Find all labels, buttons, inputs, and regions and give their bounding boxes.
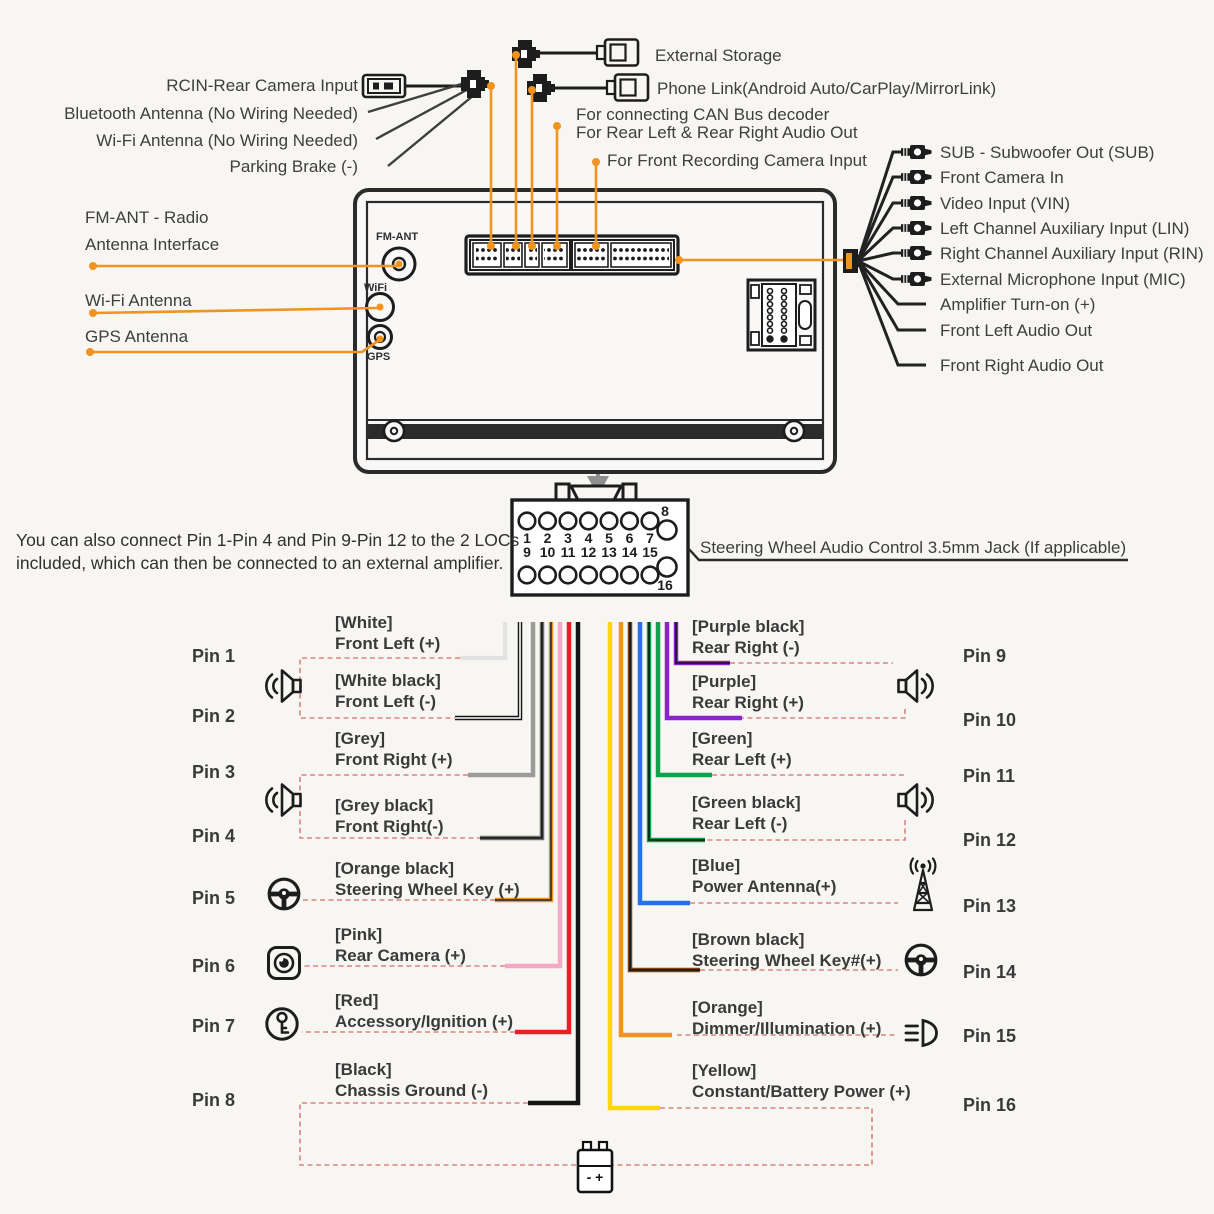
- wire-pin-2: [455, 622, 520, 718]
- pin-11-label: [692, 728, 792, 770]
- pin-6-color: [Pink]: [335, 925, 383, 944]
- pin-2-function: Front Left (-): [335, 692, 437, 711]
- pin-6-function: Rear Camera (+): [335, 946, 466, 965]
- pin-4-function: Front Right(-): [335, 817, 444, 836]
- antenna-icon: [911, 859, 936, 911]
- pin-tag-5: Pin 5: [192, 888, 236, 908]
- speaker-icon: [266, 785, 300, 816]
- pin-7-label: [335, 990, 513, 1032]
- output-lin: Left Channel Auxiliary Input (LIN): [940, 219, 1190, 238]
- steering-wheel-icon: [906, 945, 936, 975]
- pin-tag-1: Pin 1: [192, 646, 236, 666]
- rca-plug-icon: [901, 272, 932, 286]
- label-external-storage: External Storage: [655, 46, 782, 65]
- label-phone-link: Phone Link(Android Auto/CarPlay/MirrorLink): [657, 79, 997, 98]
- speaker-icon: [266, 671, 300, 702]
- pin-number-16: 16: [657, 577, 673, 593]
- pin-number-6: 6: [625, 530, 634, 546]
- label-bluetooth-antenna: Bluetooth Antenna (No Wiring Needed): [64, 104, 358, 123]
- usb-connector-icon: [597, 40, 638, 66]
- battery-ground-loop: [300, 1103, 578, 1165]
- pin-tag-11: Pin 11: [963, 766, 1016, 786]
- port-label-wifi: WiFi: [364, 282, 388, 294]
- pin-tag-2: Pin 2: [192, 706, 236, 726]
- rca-plug-icon: [901, 170, 932, 184]
- pin-2-label: [335, 670, 441, 712]
- pin-3-function: Front Right (+): [335, 750, 453, 769]
- wire-pin-3: [468, 622, 533, 775]
- pin-5-function: Steering Wheel Key (+): [335, 880, 520, 899]
- pin-12-label: [692, 792, 801, 834]
- usb-connector-icon: [607, 75, 648, 101]
- pin-number-11: 11: [560, 544, 576, 560]
- screw-icon: [384, 421, 404, 441]
- label-wifi-antenna-top: Wi-Fi Antenna (No Wiring Needed): [96, 131, 358, 150]
- rca-plug-icon: [901, 196, 932, 210]
- pin-tag-15: Pin 15: [963, 1026, 1017, 1046]
- output-front-right: Front Right Audio Out: [940, 356, 1104, 375]
- pin-10-label: [692, 671, 804, 713]
- pin-8-function: Chassis Ground (-): [335, 1081, 489, 1100]
- iso-socket: [748, 280, 815, 350]
- pin-15-color: [Orange]: [692, 998, 763, 1017]
- output-front-camera: Front Camera In: [940, 168, 1064, 187]
- output-amp-turn-on: Amplifier Turn-on (+): [940, 295, 1096, 314]
- pin-2-color: [White black]: [335, 671, 441, 690]
- pin-5-label: [335, 858, 520, 900]
- pin-number-3: 3: [564, 530, 572, 546]
- pin-13-label: [692, 855, 836, 897]
- pin-number-10: 10: [539, 544, 556, 560]
- camera-icon: [269, 948, 300, 979]
- pin-14-function: Steering Wheel Key#(+): [692, 951, 882, 970]
- pin-15-function: Dimmer/Illumination (+): [692, 1019, 882, 1038]
- pin-9-color: [Purple black]: [692, 617, 805, 636]
- port-label-fm: FM-ANT: [376, 231, 419, 243]
- pin-number-8: 8: [661, 503, 669, 519]
- wire-pin-1: [460, 622, 505, 658]
- pin-tag-12: Pin 12: [963, 830, 1017, 850]
- pin-9-function: Rear Right (-): [692, 638, 800, 657]
- rear-connector-strip: [466, 236, 678, 274]
- pin-number-7: 7: [646, 530, 654, 546]
- pin-number-2: 2: [543, 530, 552, 546]
- pin-14-color: [Brown black]: [692, 930, 805, 949]
- pin-7-function: Accessory/Ignition (+): [335, 1012, 514, 1031]
- battery-terminal-label: - +: [586, 1169, 604, 1185]
- pin-tag-7: Pin 7: [192, 1016, 236, 1036]
- pin-8-color: [Black]: [335, 1060, 392, 1079]
- pin-9-label: [692, 616, 804, 658]
- pin-11-color: [Green]: [692, 729, 753, 748]
- rca-plug-icon: [901, 145, 932, 159]
- port-label-gps: GPS: [367, 351, 391, 363]
- pin-13-color: [Blue]: [692, 856, 741, 875]
- pin-10-color: [Purple]: [692, 672, 757, 691]
- screw-icon: [784, 421, 804, 441]
- rca-fanout: [843, 145, 932, 365]
- pin-number-12: 12: [580, 544, 597, 560]
- pin-12-function: Rear Left (-): [692, 814, 788, 833]
- label-steering-jack: Steering Wheel Audio Control 3.5mm Jack (If applicable): [700, 538, 1127, 557]
- pin-8-label: [335, 1059, 488, 1101]
- label-gps-antenna: GPS Antenna: [85, 327, 189, 346]
- pin-tag-6: Pin 6: [192, 956, 236, 976]
- pin-number-15: 15: [642, 544, 658, 560]
- label-fm-radio-2: Antenna Interface: [85, 235, 220, 254]
- plug-icon: [461, 70, 489, 98]
- rca-plug-icon: [901, 221, 932, 235]
- pin-16-color: [Yellow]: [692, 1061, 757, 1080]
- pin-tag-13: Pin 13: [963, 896, 1017, 916]
- usb-female-icon: [363, 75, 405, 97]
- pin-number-14: 14: [621, 544, 638, 560]
- pin-tag-9: Pin 9: [963, 646, 1007, 666]
- pin-number-13: 13: [601, 544, 617, 560]
- pin-tag-10: Pin 10: [963, 710, 1017, 730]
- label-parking-brake: Parking Brake (-): [229, 157, 358, 176]
- pin-number-4: 4: [584, 530, 593, 546]
- pin-10-function: Rear Right (+): [692, 693, 804, 712]
- pin-tag-8: Pin 8: [192, 1090, 236, 1110]
- pin-12-color: [Green black]: [692, 793, 801, 812]
- pin-number-5: 5: [605, 530, 613, 546]
- pin-6-label: [335, 924, 466, 966]
- loc-note: [16, 529, 519, 575]
- label-rear-audio: For Rear Left & Rear Right Audio Out: [576, 123, 858, 142]
- pin-16-function: Constant/Battery Power (+): [692, 1082, 911, 1101]
- pin-14-label: [692, 929, 881, 971]
- label-wifi-antenna: Wi-Fi Antenna: [85, 291, 192, 310]
- pin-7-color: [Red]: [335, 991, 379, 1010]
- pin-tag-16: Pin 16: [963, 1095, 1017, 1115]
- function-icons: [266, 662, 941, 1046]
- pin-number-1: 1: [523, 530, 531, 546]
- pin-4-label: [335, 795, 444, 837]
- output-sub: SUB - Subwoofer Out (SUB): [940, 143, 1155, 162]
- pin-3-label: [335, 728, 453, 770]
- pin-number-9: 9: [523, 544, 531, 560]
- label-front-recording: For Front Recording Camera Input: [607, 151, 867, 170]
- pin-16-label: [692, 1060, 911, 1102]
- pin-11-function: Rear Left (+): [692, 750, 792, 769]
- output-front-left: Front Left Audio Out: [940, 321, 1093, 340]
- pin-13-function: Power Antenna(+): [692, 877, 837, 896]
- pin-tag-4: Pin 4: [192, 826, 236, 846]
- pin-1-label: [335, 612, 440, 654]
- label-can-bus: For connecting CAN Bus decoder: [576, 105, 830, 124]
- pin-15-label: [692, 997, 881, 1039]
- label-rcin: RCIN-Rear Camera Input: [166, 76, 358, 95]
- pin-tag-3: Pin 3: [192, 762, 236, 782]
- steering-wheel-icon: [269, 879, 299, 909]
- pin-1-function: Front Left (+): [335, 634, 441, 653]
- battery-power-loop: [612, 1108, 872, 1165]
- label-fm-radio-1: FM-ANT - Radio: [85, 208, 209, 227]
- ignition-key-icon: [267, 1009, 297, 1039]
- top-cables: [363, 40, 648, 167]
- rca-plug-icon: [901, 246, 932, 260]
- output-video-in: Video Input (VIN): [940, 194, 1071, 213]
- pin-tag-14: Pin 14: [963, 962, 1017, 982]
- loc-note-line2: included, which can then be connected to an external amplifier.: [16, 553, 504, 573]
- pin-1-color: [White]: [335, 613, 393, 632]
- pin-5-color: [Orange black]: [335, 859, 455, 878]
- pin-3-color: [Grey]: [335, 729, 386, 748]
- output-mic: External Microphone Input (MIC): [940, 270, 1186, 289]
- pin-4-color: [Grey black]: [335, 796, 434, 815]
- output-rin: Right Channel Auxiliary Input (RIN): [940, 244, 1204, 263]
- loc-note-line1: You can also connect Pin 1-Pin 4 and Pin 9-Pin 12 to the 2 LOCs: [16, 530, 520, 550]
- headlight-icon: [906, 1021, 937, 1046]
